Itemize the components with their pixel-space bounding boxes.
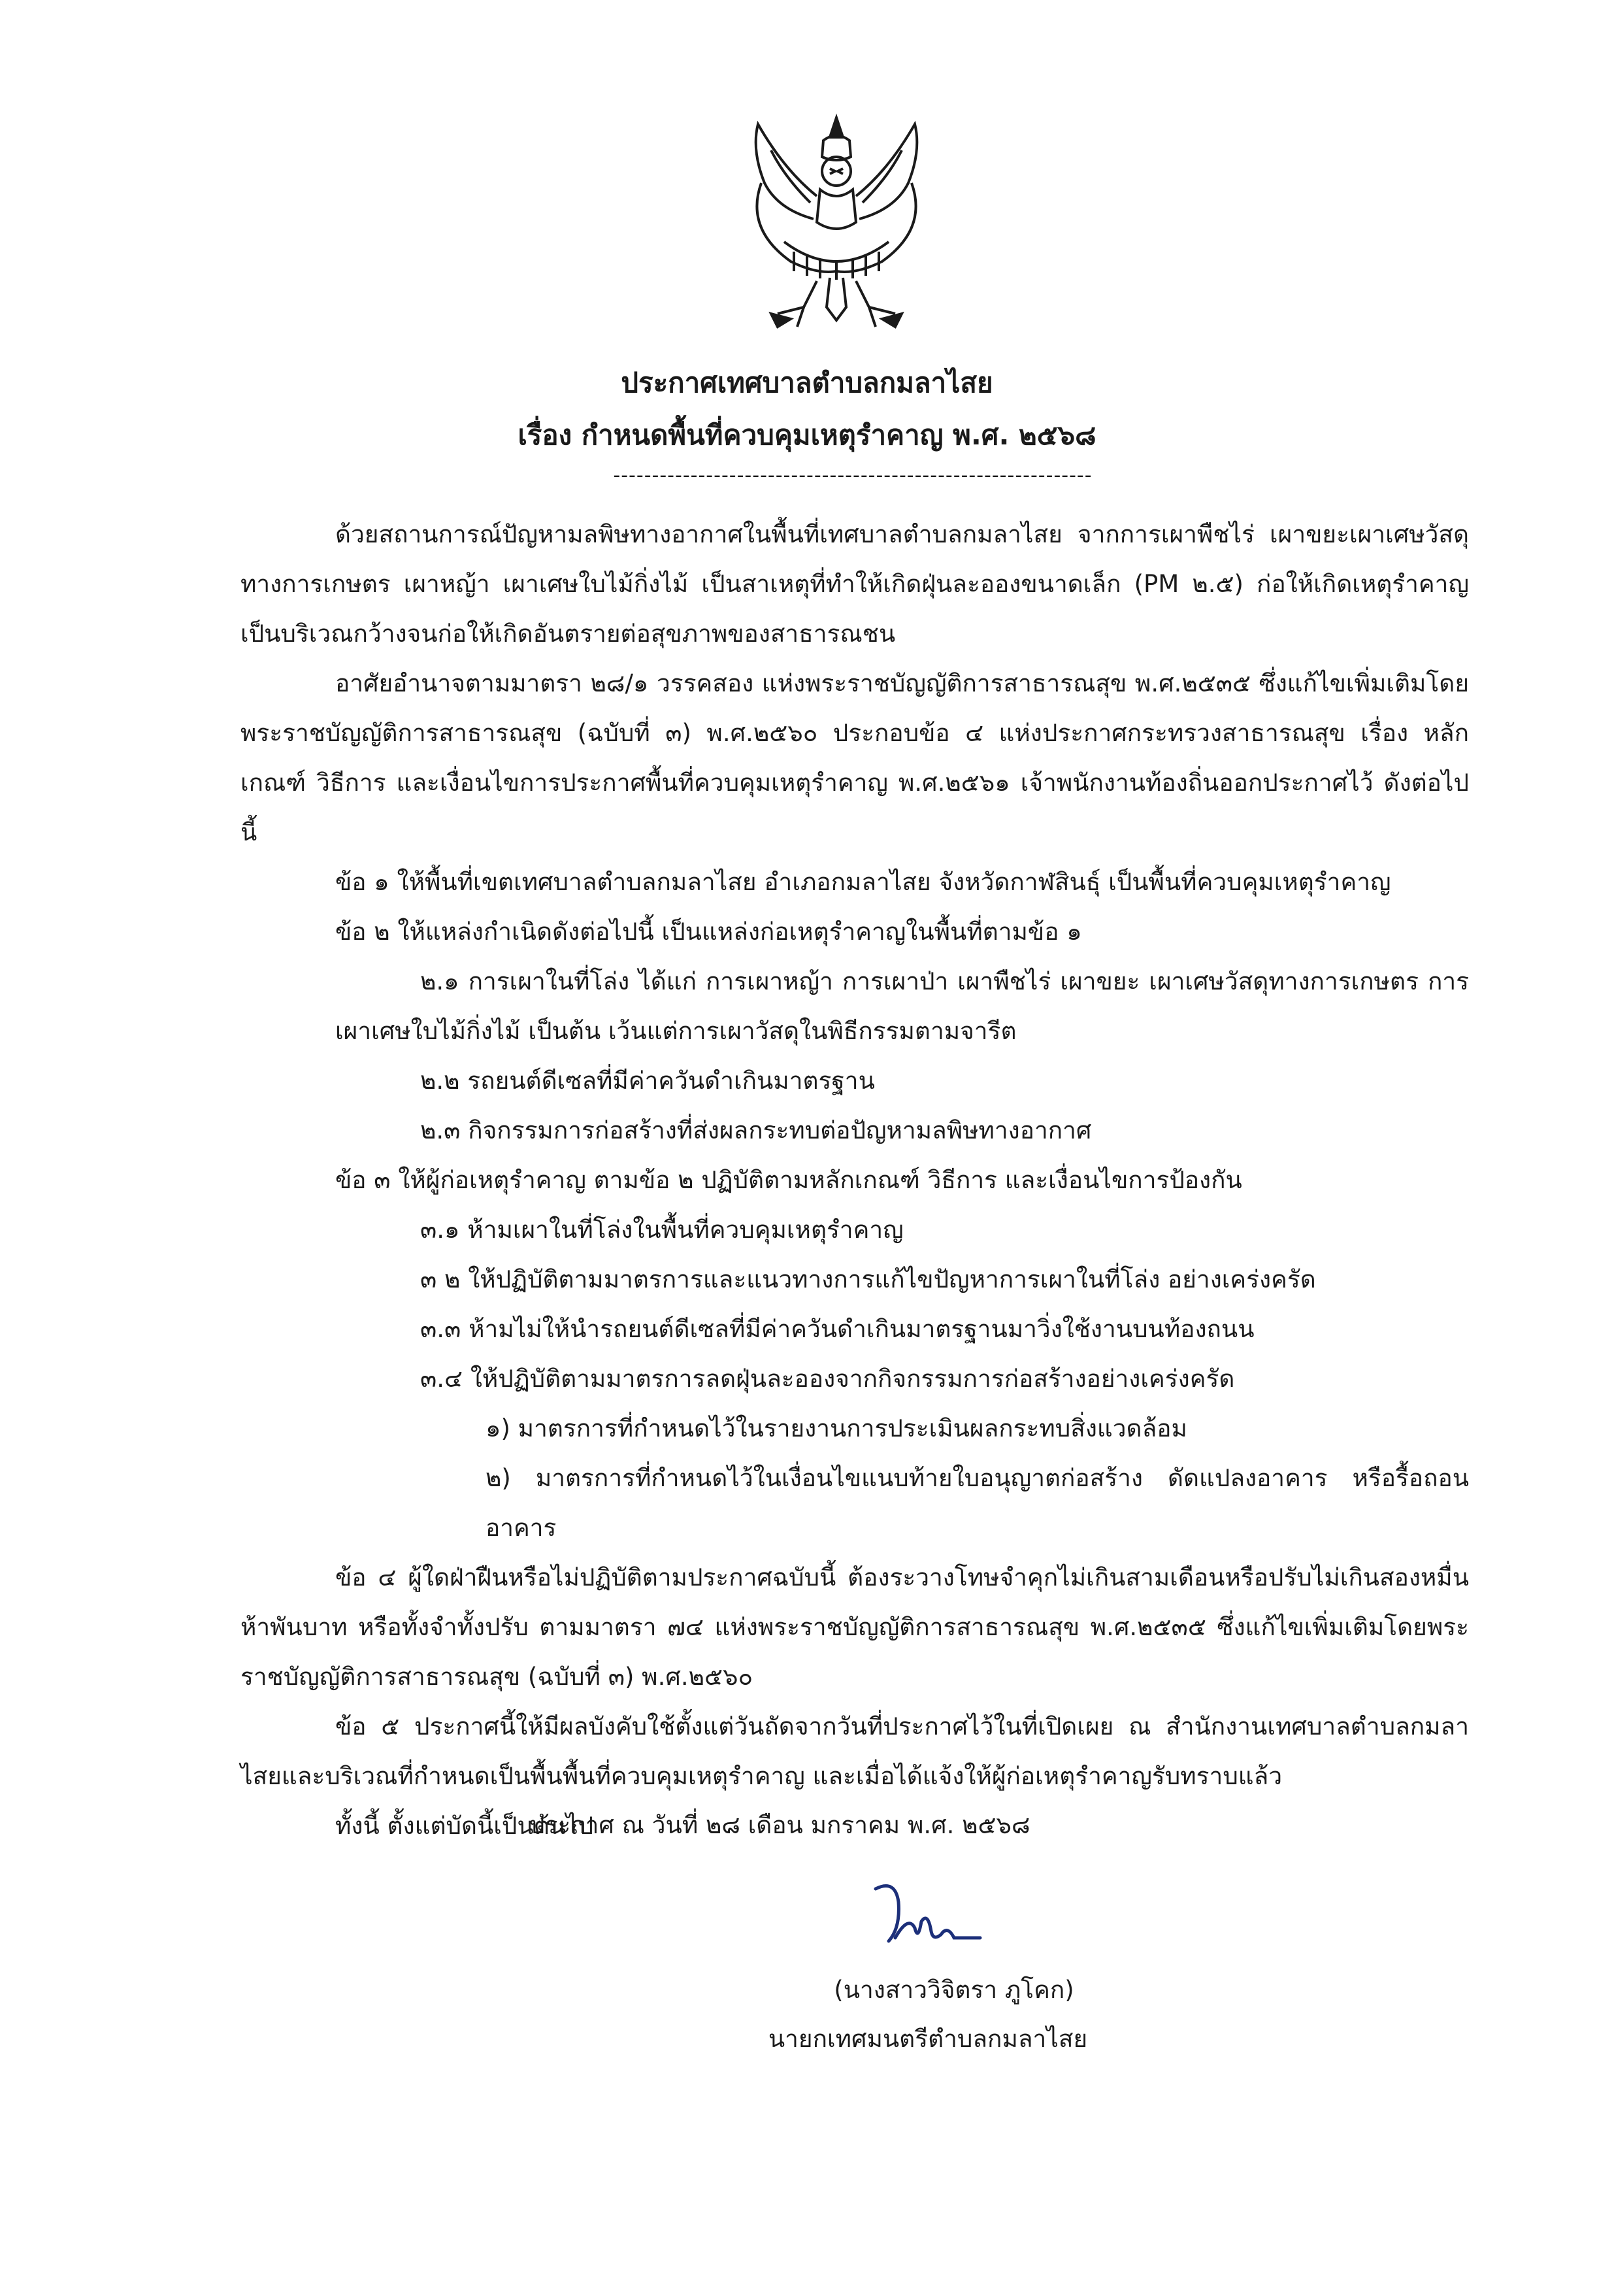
- clause-3-2: ๓ ๒ ให้ปฏิบัติตามมาตรการและแนวทางการแก้ไขปัญหาการเผาในที่โล่ง อย่างเคร่งครัด: [420, 1265, 1316, 1293]
- clause-2-2: ๒.๒ รถยนต์ดีเซลที่มีค่าควันดำเกินมาตรฐาน: [420, 1067, 875, 1095]
- clause-2-3: ๒.๓ กิจกรรมการก่อสร้างที่ส่งผลกระทบต่อปัญหามลพิษทางอากาศ: [420, 1116, 1092, 1144]
- clause-3-4-sub-2: ๒) มาตรการที่กำหนดไว้ในเงื่อนไขแนบท้ายใบอนุญาตก่อสร้าง ดัดแปลงอาคาร หรือรื้อถอนอาคาร: [486, 1464, 1469, 1542]
- paragraph-situation: ด้วยสถานการณ์ปัญหามลพิษทางอากาศในพื้นที่เทศบาลตำบลกมลาไสย จากการเผาพืชไร่ เผาขยะเผาเศษวัสดุทางการเกษตร เผาหญ้า เผาเศษใบไม้กิ่งไม้ เป็นสาเหตุที่ทำให้เกิดฝุ่นละอองขนาดเล็ก (PM ๒.๕) ก่อให้เกิดเหตุรำคาญเป็นบริเวณกว้างจนก่อให้เกิดอันตรายต่อสุขภาพของสาธารณชน: [240, 520, 1469, 648]
- handwritten-signature-icon: [849, 1876, 993, 1961]
- clause-2: ข้อ ๒ ให้แหล่งกำเนิดดังต่อไปนี้ เป็นแหล่งก่อเหตุรำคาญในพื้นที่ตามข้อ ๑: [335, 918, 1082, 946]
- clause-1: ข้อ ๑ ให้พื้นที่เขตเทศบาลตำบลกมลาไสย อำเภอกมลาไสย จังหวัดกาฬสินธุ์ เป็นพื้นที่ควบคุมเหตุรำคาญ: [335, 868, 1391, 896]
- clause-3-4-sub-1: ๑) มาตรการที่กำหนดไว้ในรายงานการประเมินผลกระทบสิ่งแวดล้อม: [486, 1414, 1187, 1442]
- closing-statement: ทั้งนี้ ตั้งแต่บัดนี้เป็นต้นไป: [335, 1812, 594, 1840]
- clause-3-4: ๓.๔ ให้ปฏิบัติตามมาตรการลดฝุ่นละอองจากกิจกรรมการก่อสร้างอย่างเคร่งครัด: [420, 1365, 1235, 1393]
- subject-line: เรื่อง กำหนดพื้นที่ควบคุมเหตุรำคาญ พ.ศ. ๒๕๖๘: [518, 419, 1096, 451]
- clause-3-3: ๓.๓ ห้ามไม่ให้นำรถยนต์ดีเซลที่มีค่าควันดำเกินมาตรฐานมาวิ่งใช้งานบนท้องถนน: [420, 1315, 1255, 1343]
- clause-4: ข้อ ๔ ผู้ใดฝ่าฝืนหรือไม่ปฏิบัติตามประกาศฉบับนี้ ต้องระวางโทษจำคุกไม่เกินสามเดือนหรือปรับไม่เกินสองหมื่นห้าพันบาท หรือทั้งจำทั้งปรับ ตามมาตรา ๗๔ แห่งพระราชบัญญัติการสาธารณสุข พ.ศ.๒๕๓๕ ซึ่งแก้ไขเพิ่มเติมโดยพระราชบัญญัติการสาธารณสุข (ฉบับที่ ๓) พ.ศ.๒๕๖๐: [240, 1563, 1469, 1691]
- garuda-emblem-icon: [732, 111, 941, 346]
- page-title: ประกาศเทศบาลตำบลกมลาไสย: [621, 367, 993, 399]
- clause-3-1: ๓.๑ ห้ามเผาในที่โล่งในพื้นที่ควบคุมเหตุรำคาญ: [420, 1216, 904, 1244]
- separator-line: --------------------------------------------------------------: [613, 464, 1093, 487]
- clause-3: ข้อ ๓ ให้ผู้ก่อเหตุรำคาญ ตามข้อ ๒ ปฏิบัติตามหลักเกณฑ์ วิธีการ และเงื่อนไขการป้องกัน: [335, 1166, 1242, 1194]
- signer-name: (นางสาววิจิตรา ภูโคก): [834, 1976, 1074, 2004]
- clause-2-1: ๒.๑ การเผาในที่โล่ง ได้แก่ การเผาหญ้า การเผาป่า เผาพืชไร่ เผาขยะ เผาเศษวัสดุทางการเกษตร การเผาเศษใบไม้กิ่งไม้ เป็นต้น เว้นแต่การเผาวัสดุในพิธีกรรมตามจารีต: [335, 967, 1469, 1045]
- clause-5: ข้อ ๕ ประกาศนี้ให้มีผลบังคับใช้ตั้งแต่วันถัดจากวันที่ประกาศไว้ในที่เปิดเผย ณ สำนักงานเทศบาลตำบลกมลาไสยและบริเวณที่กำหนดเป็นพื้นพื้นที่ควบคุมเหตุรำคาญ และเมื่อได้แจ้งให้ผู้ก่อเหตุรำคาญรับทราบแล้ว: [240, 1712, 1469, 1790]
- document-body: [240, 510, 1469, 1851]
- paragraph-authority: อาศัยอำนาจตามมาตรา ๒๘/๑ วรรคสอง แห่งพระราชบัญญัติการสาธารณสุข พ.ศ.๒๕๓๕ ซึ่งแก้ไขเพิ่มเติมโดยพระราชบัญญัติการสาธารณสุข (ฉบับที่ ๓) พ.ศ.๒๕๖๐ ประกอบข้อ ๔ แห่งประกาศกระทรวงสาธารณสุข เรื่อง หลักเกณฑ์ วิธีการ และเงื่อนไขการประกาศพื้นที่ควบคุมเหตุรำคาญ พ.ศ.๒๕๖๑ เจ้าพนักงานท้องถิ่นออกประกาศไว้ ดังต่อไปนี้: [240, 669, 1469, 846]
- signer-position: นายกเทศมนตรีตำบลกมลาไสย: [768, 2025, 1088, 2053]
- announcement-date: ประกาศ ณ วันที่ ๒๘ เดือน มกราคม พ.ศ. ๒๕๖๘: [529, 1811, 1030, 1839]
